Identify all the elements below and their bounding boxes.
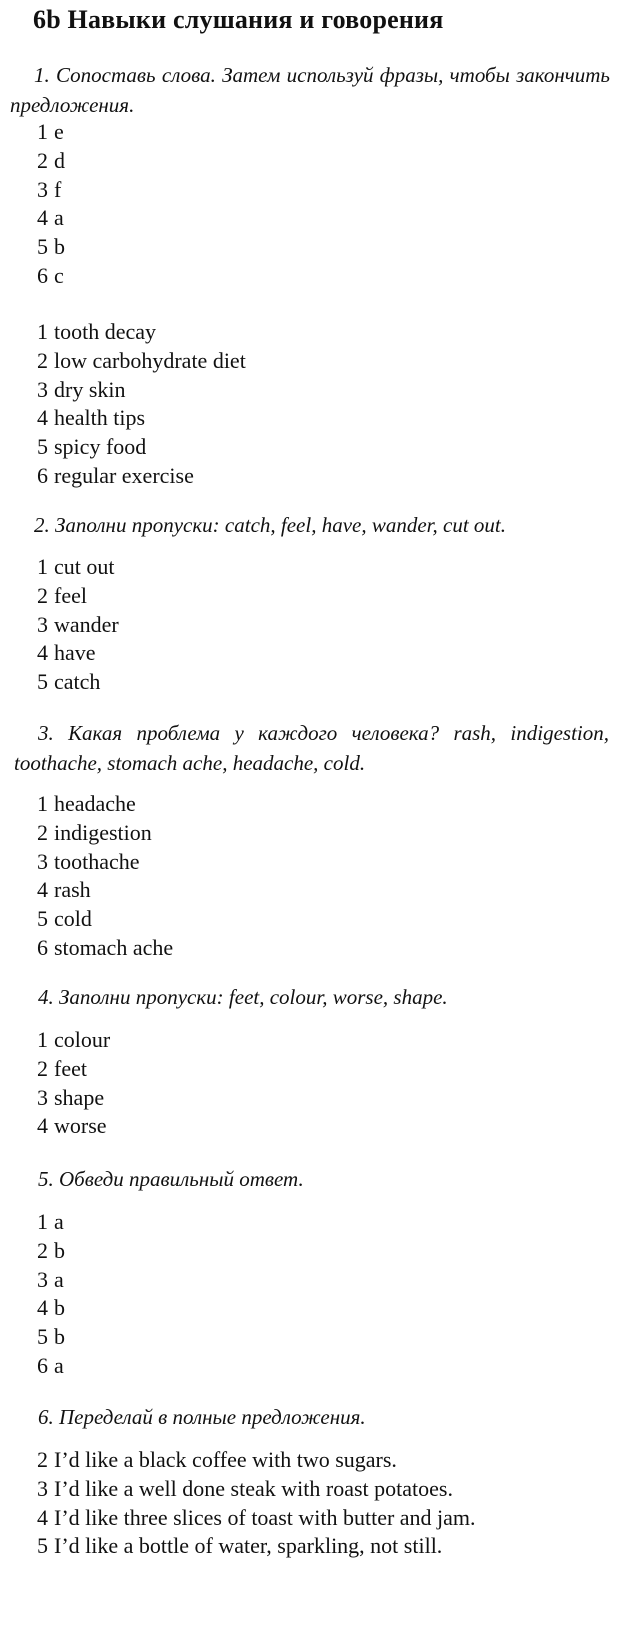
answer-text: e [54,119,64,144]
answer-text: c [54,262,64,288]
answer-number: 2 [37,1237,48,1263]
answer-number: 3 [37,611,48,637]
answer-item [37,376,246,405]
answer-number: 6 [37,462,48,488]
answer-text: b [54,1237,65,1263]
section-2-instruction: 2. Заполни пропуски: catch, feel, have, wander, cut out. [34,513,506,537]
answer-item [37,1084,110,1113]
answer-item [37,1112,110,1141]
answer-number: 3 [37,848,48,874]
section-6-answers [37,1446,476,1561]
section-1-answers-b [37,318,246,491]
answer-text: spicy food [54,434,147,460]
answer-number: 1 [37,791,48,816]
answer-item [37,1294,65,1323]
answer-item [37,176,65,205]
answer-text: regular exercise [54,462,194,488]
answer-text: I’d like a well done steak with roast potatoes. [54,1475,453,1501]
section-4-answers [37,1026,110,1141]
answer-item [37,790,173,819]
answer-item [37,233,65,262]
answer-text: wander [54,611,119,637]
answer-item [37,318,246,347]
answer-text: a [54,1352,64,1378]
answer-text: stomach ache [54,934,174,960]
answer-number: 4 [37,1295,48,1321]
answer-item [37,1323,65,1352]
page-title: 6b Навыки слушания и говорения [33,5,444,34]
section-5-answers [37,1208,65,1381]
answer-item [37,1504,476,1533]
answer-text: d [54,147,65,173]
answer-item [37,876,173,905]
answer-number: 4 [37,205,48,231]
answer-text: I’d like three slices of toast with butter and jam. [54,1504,476,1530]
answer-number: 2 [37,582,48,608]
answer-item [37,1532,476,1561]
answer-text: feet [54,1055,87,1081]
answer-text: worse [54,1113,107,1139]
answer-text: I’d like a black coffee with two sugars. [54,1447,397,1472]
answer-number: 6 [37,262,48,288]
section-3-answers [37,790,173,963]
answer-text: catch [54,669,101,695]
answer-item [37,1055,110,1084]
answer-number: 3 [37,376,48,402]
answer-number: 5 [37,1533,48,1559]
answer-item [37,404,246,433]
answer-item [37,611,119,640]
answer-text: health tips [54,405,146,431]
answer-number: 1 [37,319,48,344]
answer-text: f [54,176,62,202]
answer-text: b [54,1324,65,1350]
answer-item [37,1446,476,1475]
answer-text: a [54,205,64,231]
answer-text: tooth decay [54,319,157,344]
answer-item [37,582,119,611]
section-6-instruction: 6. Переделай в полные предложения. [38,1405,366,1429]
answer-text: b [54,1295,65,1321]
answer-text: toothache [54,848,140,874]
answer-text: a [54,1209,64,1234]
answer-number: 2 [37,1055,48,1081]
answer-item [37,1475,476,1504]
answer-number: 3 [37,1266,48,1292]
answer-item [37,1237,65,1266]
section-1-instruction: 1. Сопоставь слова. Затем используй фразы, чтобы закончить предложения. [10,63,610,117]
answer-number: 3 [37,1084,48,1110]
answer-text: dry skin [54,376,126,402]
answer-text: indigestion [54,819,152,845]
answer-number: 6 [37,934,48,960]
section-5-instruction: 5. Обведи правильный ответ. [38,1167,304,1191]
answer-text: shape [54,1084,105,1110]
section-2-answers [37,553,119,697]
answer-text: rash [54,877,91,903]
answer-number: 4 [37,640,48,666]
answer-text: I’d like a bottle of water, sparkling, not still. [54,1533,443,1559]
answer-item [37,147,65,176]
answer-item [37,905,173,934]
answer-item [37,1208,65,1237]
answer-number: 1 [37,1027,48,1052]
answer-number: 4 [37,1504,48,1530]
answer-number: 3 [37,1475,48,1501]
answer-text: cold [54,906,92,932]
answer-item [37,668,119,697]
answer-number: 5 [37,906,48,932]
answer-number: 2 [37,1447,48,1472]
section-3-instruction: 3. Какая проблема у каждого человека? rash, indigestion, toothache, stomach ache, headache, cold. [14,721,609,775]
answer-item [37,347,246,376]
answer-text: low carbohydrate diet [54,347,246,373]
answer-item [37,1352,65,1381]
answer-number: 5 [37,1324,48,1350]
answer-text: a [54,1266,64,1292]
answer-number: 2 [37,147,48,173]
answer-number: 6 [37,1352,48,1378]
answer-number: 5 [37,669,48,695]
answer-number: 5 [37,234,48,260]
answer-number: 3 [37,176,48,202]
answer-text: b [54,234,65,260]
answer-text: headache [54,791,136,816]
answer-number: 5 [37,434,48,460]
answer-number: 1 [37,119,48,144]
answer-item [37,934,173,963]
answer-item [37,433,246,462]
answer-text: have [54,640,96,666]
section-4-instruction: 4. Заполни пропуски: feet, colour, worse, shape. [38,985,448,1009]
answer-item [37,1026,110,1055]
answer-number: 4 [37,877,48,903]
answer-number: 2 [37,347,48,373]
answer-item [37,819,173,848]
answer-item [37,118,65,147]
answer-number: 4 [37,405,48,431]
answer-item [37,848,173,877]
answer-number: 2 [37,819,48,845]
answer-number: 4 [37,1113,48,1139]
answer-item [37,204,65,233]
answer-item [37,462,246,491]
section-1-answers-a [37,118,65,291]
answer-text: cut out [54,554,115,579]
answer-item [37,553,119,582]
answer-text: colour [54,1027,111,1052]
answer-item [37,639,119,668]
answer-item [37,1266,65,1295]
answer-text: feel [54,582,87,608]
answer-item [37,262,65,291]
answer-number: 1 [37,554,48,579]
answer-number: 1 [37,1209,48,1234]
